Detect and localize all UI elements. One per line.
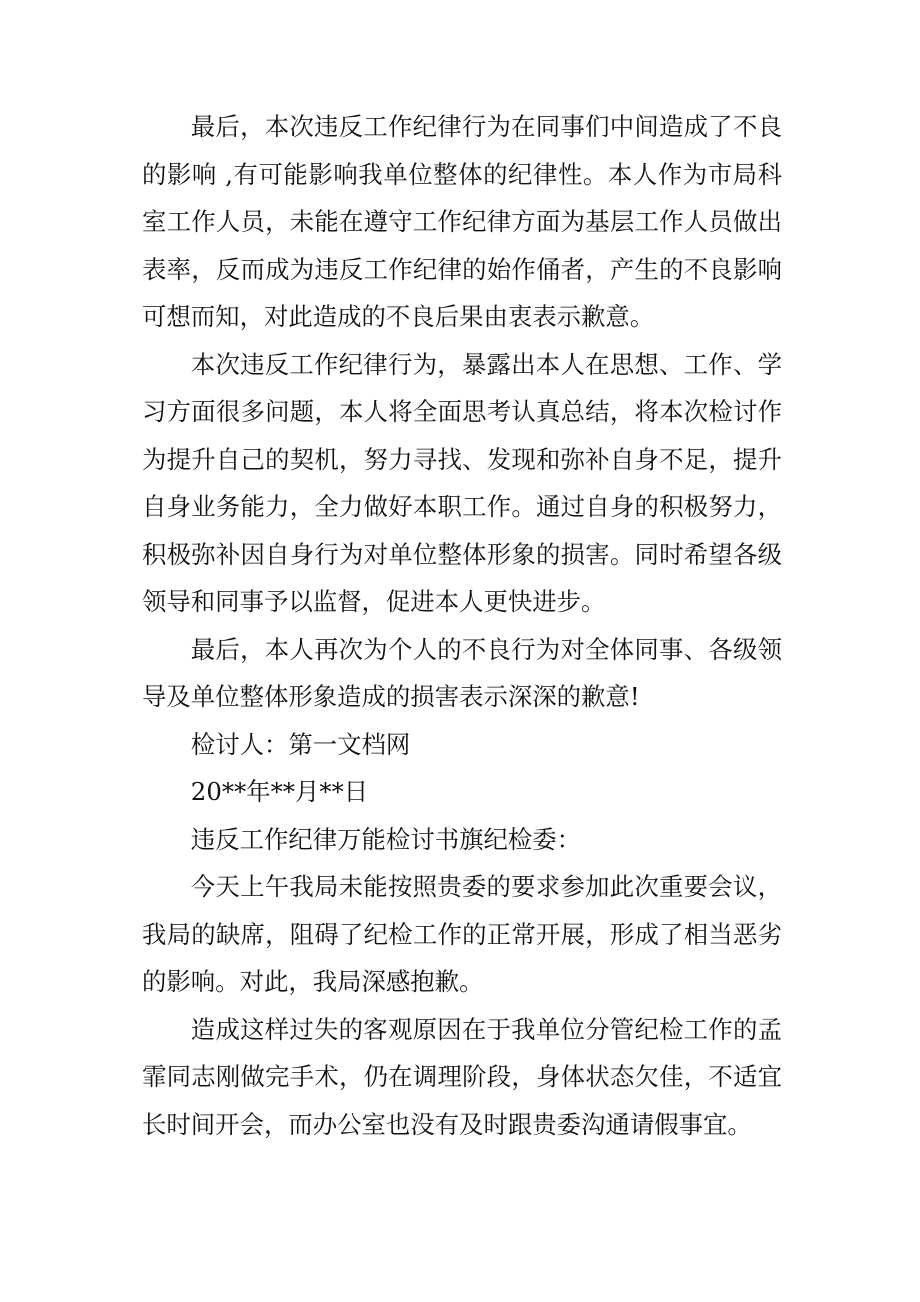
paragraph-meeting-absence: 今天上午我局未能按照贵委的要求参加此次重要会议，我局的缺席，阻碍了纪检工作的正常开展，形成了相当恶劣的影响。对此，我局深感抱歉。 [142,872,782,996]
signature-line: 检讨人：第一文档网 [190,729,411,759]
paragraph-objective-reason: 造成这样过失的客观原因在于我单位分管纪检工作的孟霏同志刚做完手术，仍在调理阶段，身体状态欠佳，不适宜长时间开会，而办公室也没有及时跟贵委沟通请假事宜。 [142,1014,782,1139]
document-body [142,103,782,1148]
letter-heading: 违反工作纪律万能检讨书旗纪检委： [190,824,582,854]
paragraph-final-apology: 最后，本人再次为个人的不良行为对全体同事、各级领导及单位整体形象造成的损害表示深深的歉意! [142,634,782,711]
date-line: 20**年**月**日 [190,777,369,806]
paragraph-conclusion-apology: 最后，本次违反工作纪律行为在同事们中间造成了不良的影响 ,有可能影响我单位整体的纪律性。本人作为市局科室工作人员，未能在遵守工作纪律方面为基层工作人员做出表率，反而成为违反工作纪律的始作俑者，产生的不良影响可想而知，对此造成的不良后果由衷表示歉意。 [142,112,782,331]
paragraph-self-reflection: 本次违反工作纪律行为，暴露出本人在思想、工作、学习方面很多问题，本人将全面思考认真总结，将本次检讨作为提升自己的契机，努力寻找、发现和弥补自身不足，提升自身业务能力，全力做好本职工作。通过自身的积极努力，积极弥补因自身行为对单位整体形象的损害。同时希望各级领导和同事予以监督，促进本人更快进步。 [142,349,782,616]
